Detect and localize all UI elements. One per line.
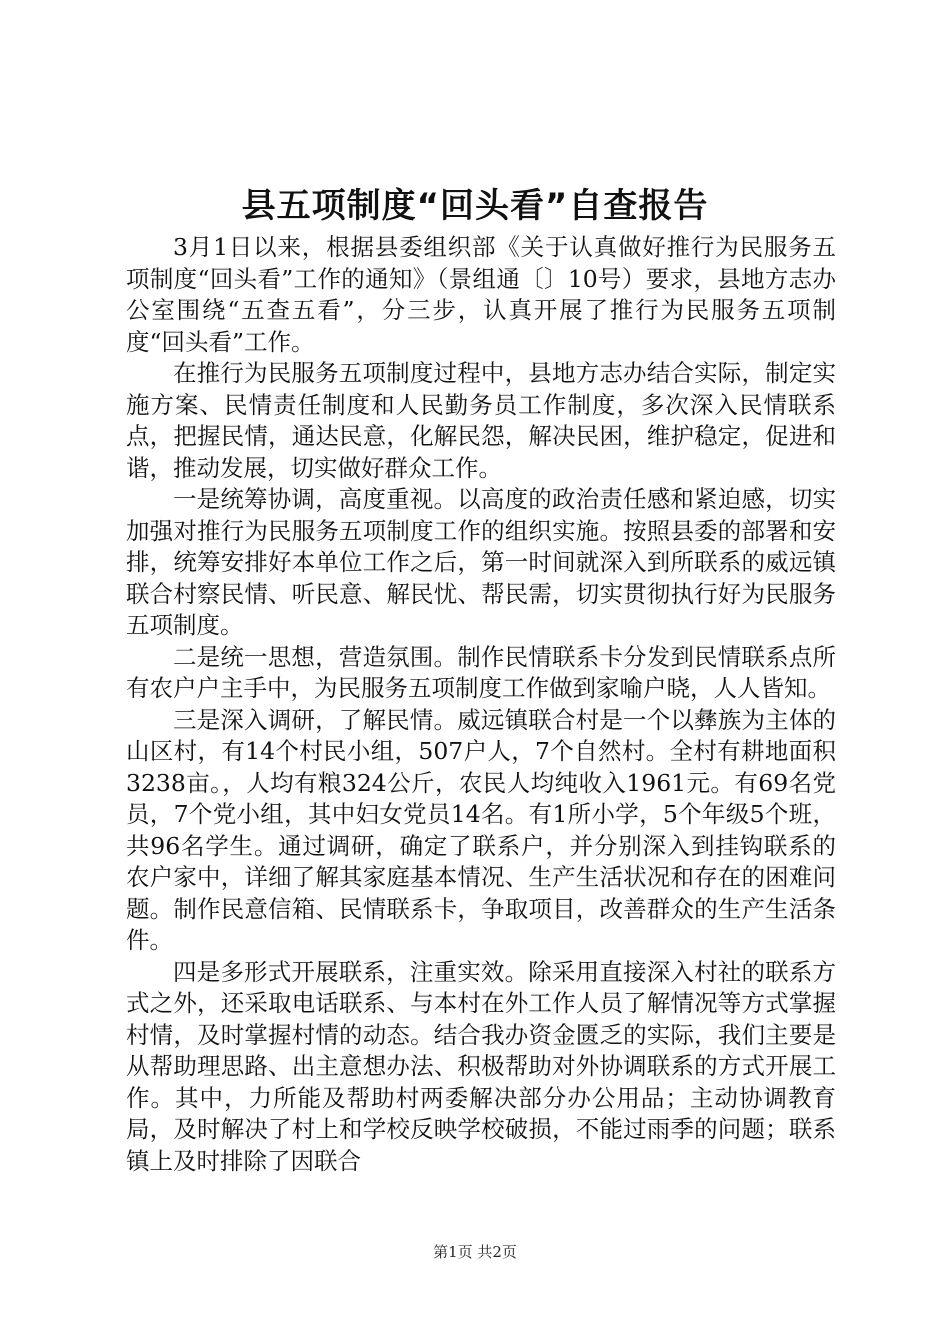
paragraph-point-four: 四是多形式开展联系，注重实效。除采用直接深入村社的联系方式之外，还采取电话联系、与本村在外工作人员了解情况等方式掌握村情，及时掌握村情的动态。结合我办资金匮乏的实际，我们主要是从帮助理思路、出主意想办法、积极帮助对外协调联系的方式开展工作。其中，力所能及帮助村两委解决部分办公用品；主动协调教育局，及时解决了村上和学校反映学校破损，不能过雨季的问题；联系镇上及时排除了因联合: [126, 957, 836, 1175]
paragraph-overview: 在推行为民服务五项制度过程中，县地方志办结合实际，制定实施方案、民情责任制度和人民勤务员工作制度，多次深入民情联系点，把握民情，通达民意，化解民怨，解决民困，维护稳定，促进和谐，推动发展，切实做好群众工作。: [126, 359, 836, 482]
page-footer: 第1页 共2页: [433, 1243, 517, 1261]
paragraph-point-two: 二是统一思想，营造氛围。制作民情联系卡分发到民情联系点所有农户户主手中，为民服务五项制度工作做到家喻户晓，人人皆知。: [126, 642, 836, 702]
paragraph-point-three: 三是深入调研，了解民情。威远镇联合村是一个以彝族为主体的山区村，有14个村民小组，507户人，7个自然村。全村有耕地面积3238亩。，人均有粮324公斤，农民人均纯收入1961元。有69名党员，7个党小组，其中妇女党员14名。有1所小学，5个年级5个班，共96名学生。通过调研，确定了联系户，并分别深入到挂钩联系的农户家中，详细了解其家庭基本情况、生产生活状况和存在的困难问题。制作民意信箱、民情联系卡，争取项目，改善群众的生产生活条件。: [126, 705, 836, 954]
document-body: [126, 232, 836, 1177]
paragraph-intro: 3月1日以来，根据县委组织部《关于认真做好推行为民服务五项制度“回头看”工作的通知》（景组通〔〕10号）要求，县地方志办公室围绕“五查五看”，分三步，认真开展了推行为民服务五项制度“回头看”工作。: [126, 233, 836, 356]
paragraph-point-one: 一是统筹协调，高度重视。以高度的政治责任感和紧迫感，切实加强对推行为民服务五项制度工作的组织实施。按照县委的部署和安排，统筹安排好本单位工作之后，第一时间就深入到所联系的威远镇联合村察民情、听民意、解民忧、帮民需，切实贯彻执行好为民服务五项制度。: [126, 485, 836, 639]
document-title: 县五项制度“回头看”自查报告: [241, 186, 709, 226]
